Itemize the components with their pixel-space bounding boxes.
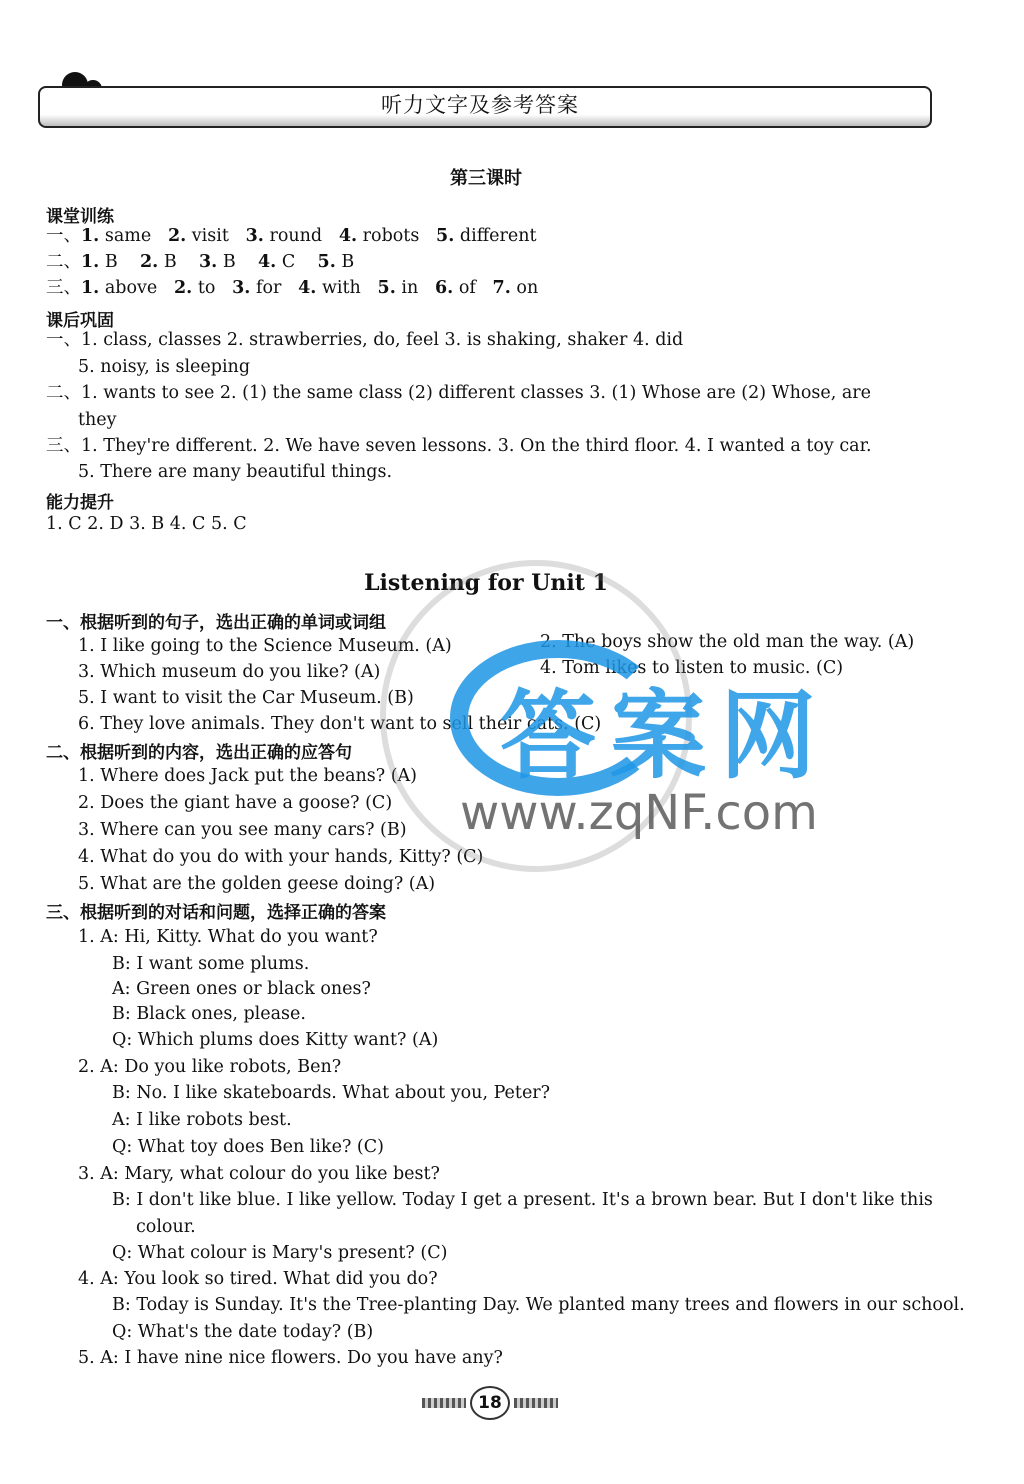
classroom-line-2: 二、1. B 2. B 3. B 4. C 5. B <box>46 252 355 272</box>
dialogue-line: Q: Which plums does Kitty want? (A) <box>112 1030 439 1050</box>
part1-heading: 一、根据听到的句子，选出正确的单词或词组 <box>46 613 386 633</box>
classroom-line-1: 一、1. same 2. visit 3. round 4. robots 5. different <box>46 226 537 246</box>
dialogue-line: B: Black ones, please. <box>112 1004 306 1024</box>
dialogue-line: 2. A: Do you like robots, Ben? <box>78 1057 342 1077</box>
after-class-line-4: they <box>78 410 117 430</box>
watermark-url: www.zqNF.com <box>460 785 818 841</box>
dialogue-line: 1. A: Hi, Kitty. What do you want? <box>78 927 378 947</box>
page-number-ornament <box>514 1398 558 1408</box>
part1-item: 6. They love animals. They don't want to sell their cats. (C) <box>78 714 602 734</box>
after-class-line-3: 二、1. wants to see 2. (1) the same class (2) different classes 3. (1) Whose are (2) Whose, are <box>46 383 872 403</box>
part2-heading: 二、根据听到的内容，选出正确的应答句 <box>46 743 352 763</box>
page-header <box>30 66 930 136</box>
after-class-line-6: 5. There are many beautiful things. <box>78 462 393 482</box>
dialogue-line: colour. <box>136 1217 196 1237</box>
page-number <box>420 1386 560 1420</box>
dialogue-line: B: No. I like skateboards. What about you, Peter? <box>112 1083 551 1103</box>
part1-item: 5. I want to visit the Car Museum. (B) <box>78 688 414 708</box>
dialogue-line: B: Today is Sunday. It's the Tree-planting Day. We planted many trees and flowers in our school. <box>112 1295 965 1315</box>
section-heading-ability: 能力提升 <box>46 493 114 513</box>
watermark-text: 答案网 <box>500 680 830 792</box>
part1-item: 1. I like going to the Science Museum. (A) <box>78 636 452 656</box>
watermark <box>380 560 900 940</box>
dialogue-line: 3. A: Mary, what colour do you like best? <box>78 1164 440 1184</box>
dialogue-line: B: I want some plums. <box>112 954 310 974</box>
section-heading-classroom: 课堂训练 <box>46 207 114 227</box>
part2-item: 1. Where does Jack put the beans? (A) <box>78 766 417 786</box>
part2-item: 3. Where can you see many cars? (B) <box>78 820 407 840</box>
part2-item: 4. What do you do with your hands, Kitty? (C) <box>78 847 484 867</box>
ability-answers: 1. C 2. D 3. B 4. C 5. C <box>46 514 247 534</box>
dialogue-line: Q: What's the date today? (B) <box>112 1322 374 1342</box>
dialogue-line: 5. A: I have nine nice flowers. Do you have any? <box>78 1348 503 1368</box>
listening-title: Listening for Unit 1 <box>364 570 608 596</box>
after-class-line-1: 一、1. class, classes 2. strawberries, do, feel 3. is shaking, shaker 4. did <box>46 330 684 350</box>
part1-item: 4. Tom likes to listen to music. (C) <box>540 658 844 678</box>
classroom-line-3: 三、1. above 2. to 3. for 4. with 5. in 6. of 7. on <box>46 278 539 298</box>
after-class-line-2: 5. noisy, is sleeping <box>78 357 251 377</box>
dialogue-line: B: I don't like blue. I like yellow. Today I get a present. It's a brown bear. But I don't like this <box>112 1190 933 1210</box>
dialogue-line: Q: What colour is Mary's present? (C) <box>112 1243 448 1263</box>
page-number-ornament <box>422 1398 466 1408</box>
after-class-line-5: 三、1. They're different. 2. We have seven lessons. 3. On the third floor. 4. I wanted a toy car. <box>46 436 872 456</box>
header-title: 听力文字及参考答案 <box>381 93 579 117</box>
dialogue-line: A: I like robots best. <box>112 1110 292 1130</box>
dialogue-line: A: Green ones or black ones? <box>112 979 371 999</box>
dialogue-line: 4. A: You look so tired. What did you do? <box>78 1269 438 1289</box>
part1-item: 2. The boys show the old man the way. (A) <box>540 632 915 652</box>
lesson-title: 第三课时 <box>450 168 522 189</box>
page-number-value: 18 <box>470 1386 510 1420</box>
dialogue-line: Q: What toy does Ben like? (C) <box>112 1137 384 1157</box>
part3-heading: 三、根据听到的对话和问题，选择正确的答案 <box>46 903 386 923</box>
part2-item: 5. What are the golden geese doing? (A) <box>78 874 436 894</box>
part1-item: 3. Which museum do you like? (A) <box>78 662 381 682</box>
part2-item: 2. Does the giant have a goose? (C) <box>78 793 393 813</box>
section-heading-after-class: 课后巩固 <box>46 311 114 331</box>
